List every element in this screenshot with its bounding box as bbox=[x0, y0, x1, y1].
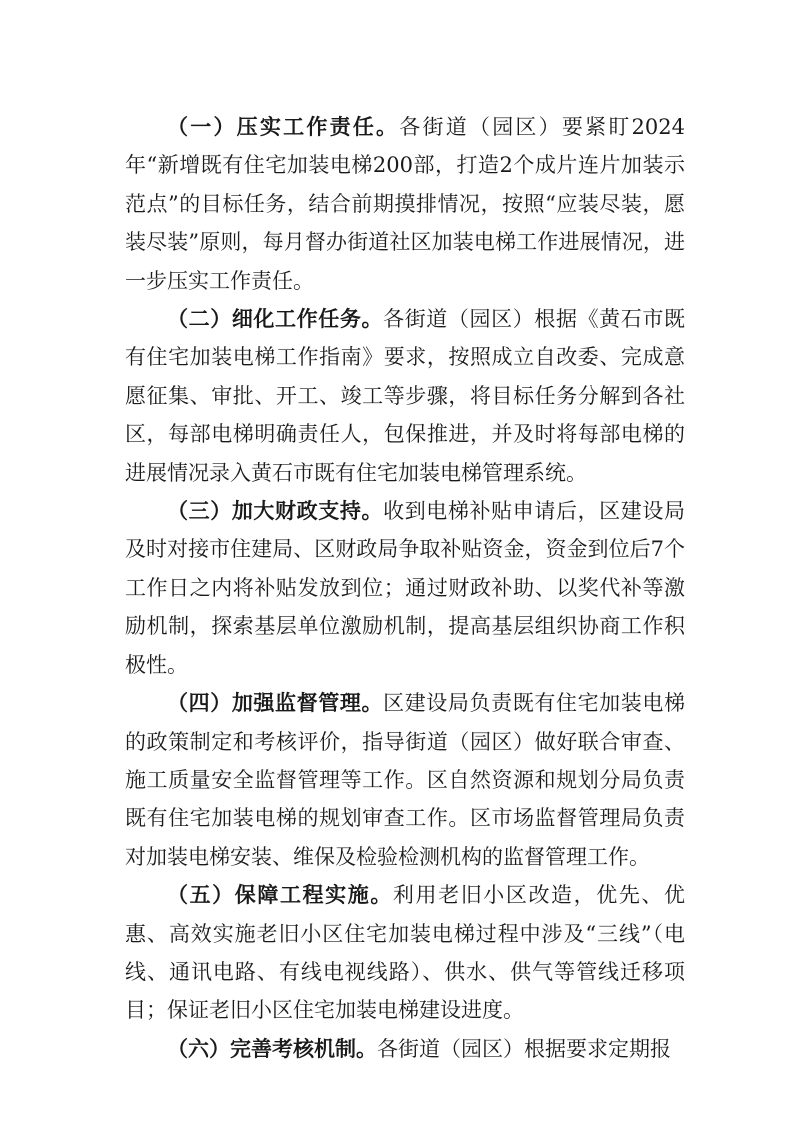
paragraph-1 bbox=[125, 108, 685, 300]
paragraph-3 bbox=[125, 492, 685, 684]
paragraph-1-body: 各街道（园区）要紧盯2024年“新增既有住宅加装电梯200部，打造2个成片连片加装示范点”的目标任务，结合前期摸排情况，按照“应装尽装，愿装尽装”原则，每月督办街道社区加装电梯工作进展情况，进一步压实工作责任。 bbox=[125, 115, 685, 293]
paragraph-6 bbox=[125, 1030, 685, 1068]
document-page bbox=[125, 108, 685, 1068]
paragraph-4 bbox=[125, 684, 685, 876]
paragraph-3-heading: （三）加大财政支持。 bbox=[167, 499, 384, 524]
paragraph-1-heading: （一）压实工作责任。 bbox=[167, 115, 400, 139]
paragraph-6-body: 各街道（园区）根据要求定期报 bbox=[377, 1036, 671, 1061]
paragraph-4-heading: （四）加强监督管理。 bbox=[167, 691, 384, 716]
paragraph-5-body: 利用老旧小区改造，优先、优惠、高效实施老旧小区住宅加装电梯过程中涉及“三线”（电线、通讯电路、有线电视线路）、供水、供气等管线迁移项目；保证老旧小区住宅加装电梯建设进度。 bbox=[125, 883, 686, 1023]
paragraph-5 bbox=[125, 876, 685, 1030]
paragraph-6-heading: （六）完善考核机制。 bbox=[167, 1036, 377, 1061]
paragraph-2 bbox=[125, 300, 685, 492]
paragraph-5-heading: （五）保障工程实施。 bbox=[167, 883, 393, 908]
paragraph-3-body: 收到电梯补贴申请后，区建设局及时对接市住建局、区财政局争取补贴资金，资金到位后7个工作日之内将补贴发放到位；通过财政补助、以奖代补等激励机制，探索基层单位激励机制，提高基层组织协商工作积极性。 bbox=[125, 499, 686, 677]
paragraph-2-body: 各街道（园区）根据《黄石市既有住宅加装电梯工作指南》要求，按照成立自改委、完成意愿征集、审批、开工、竣工等步骤，将目标任务分解到各社区，每部电梯明确责任人，包保推进，并及时将每部电梯的进展情况录入黄石市既有住宅加装电梯管理系统。 bbox=[125, 307, 686, 485]
paragraph-2-heading: （二）细化工作任务。 bbox=[167, 307, 384, 332]
paragraph-4-body: 区建设局负责既有住宅加装电梯的政策制定和考核评价，指导街道（园区）做好联合审查、施工质量安全监督管理等工作。区自然资源和规划分局负责既有住宅加装电梯的规划审查工作。区市场监督管理局负责对加装电梯安装、维保及检验检测机构的监督管理工作。 bbox=[125, 691, 686, 869]
